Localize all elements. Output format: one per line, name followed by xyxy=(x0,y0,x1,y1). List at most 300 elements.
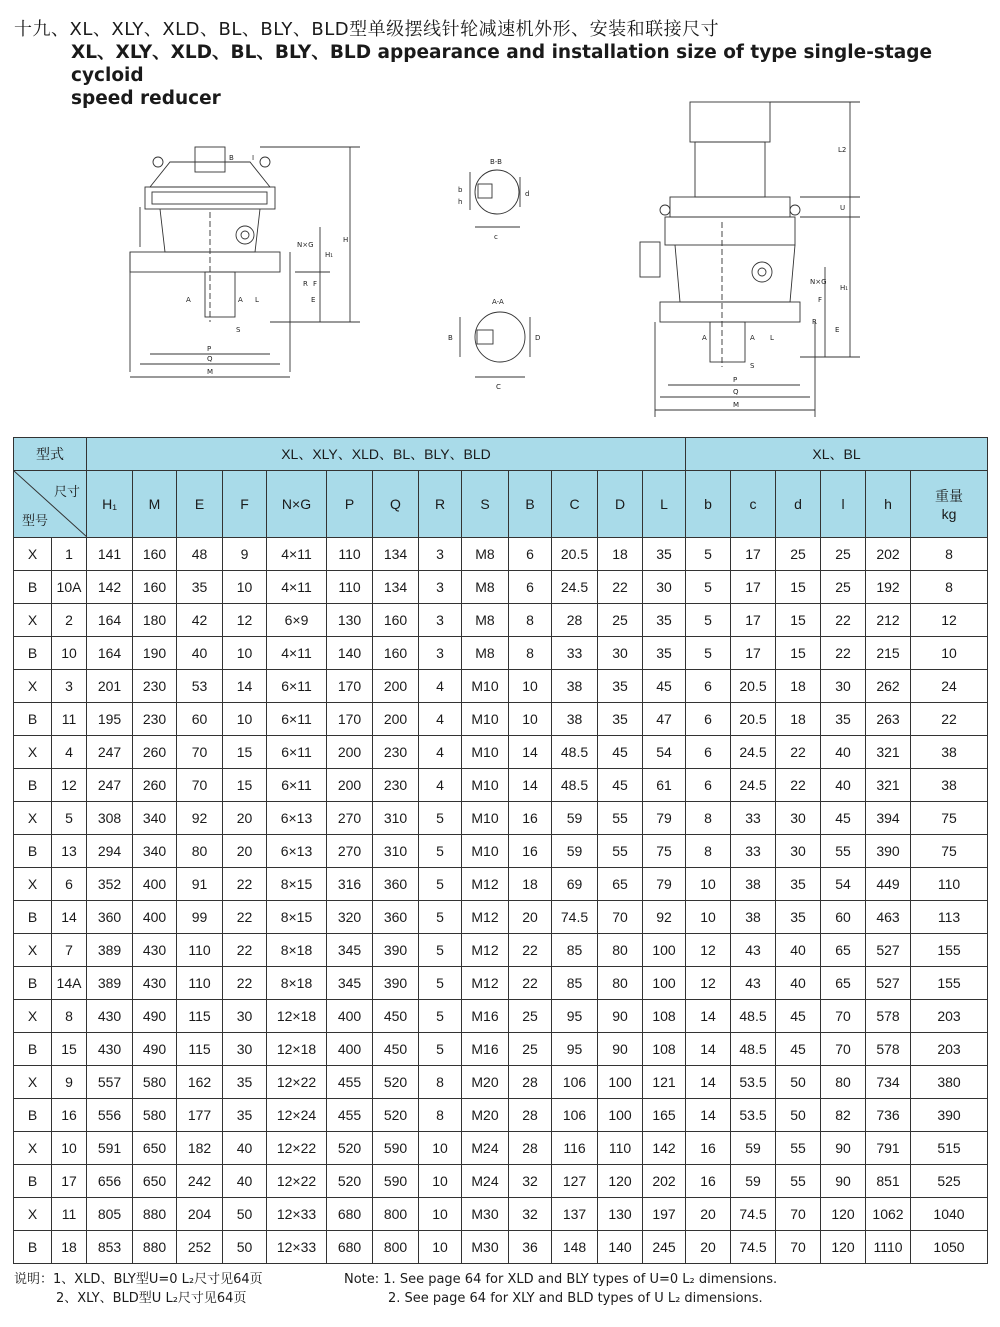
label-A: A xyxy=(186,296,191,304)
label-Q: Q xyxy=(207,355,213,363)
table-cell: 200 xyxy=(327,736,373,769)
table-cell: 120 xyxy=(821,1231,866,1264)
table-cell: 14 xyxy=(686,1033,731,1066)
table-cell: 591 xyxy=(87,1132,133,1165)
table-cell: 6×11 xyxy=(267,670,327,703)
table-cell: 59 xyxy=(731,1132,776,1165)
table-cell: 182 xyxy=(177,1132,223,1165)
table-cell: 170 xyxy=(327,703,373,736)
column-header: L xyxy=(643,471,686,538)
table-cell: 12×33 xyxy=(267,1231,327,1264)
table-cell: 25 xyxy=(821,538,866,571)
table-cell: 430 xyxy=(87,1033,133,1066)
table-cell: M10 xyxy=(462,736,509,769)
table-cell: 520 xyxy=(373,1099,419,1132)
table-cell: 59 xyxy=(552,802,598,835)
table-cell: 455 xyxy=(327,1066,373,1099)
table-cell: 230 xyxy=(133,703,177,736)
table-cell: 54 xyxy=(821,868,866,901)
table-cell: 134 xyxy=(373,571,419,604)
table-cell: 137 xyxy=(552,1198,598,1231)
label-H: H xyxy=(343,236,349,244)
table-cell: 115 xyxy=(177,1000,223,1033)
label-E: E xyxy=(311,296,316,304)
table-cell: 5 xyxy=(419,901,462,934)
table-cell: 12×22 xyxy=(267,1066,327,1099)
table-cell: 20 xyxy=(223,802,267,835)
table-cell: 48.5 xyxy=(731,1033,776,1066)
table-cell: 48.5 xyxy=(552,736,598,769)
table-cell: 110 xyxy=(327,538,373,571)
table-cell: 520 xyxy=(327,1165,373,1198)
table-cell: 25 xyxy=(509,1033,552,1066)
table-cell: 450 xyxy=(373,1033,419,1066)
table-cell: 90 xyxy=(821,1132,866,1165)
table-cell: 4×11 xyxy=(267,538,327,571)
label-L-right: L xyxy=(770,334,774,342)
table-cell: 680 xyxy=(327,1198,373,1231)
table-row xyxy=(14,769,988,802)
table-row xyxy=(14,637,988,670)
table-cell: 260 xyxy=(133,769,177,802)
table-row xyxy=(14,1066,988,1099)
table-cell: 16 xyxy=(509,802,552,835)
table-cell: 16 xyxy=(686,1165,731,1198)
table-cell: 578 xyxy=(866,1033,911,1066)
table-cell: 38 xyxy=(552,670,598,703)
table-cell: 28 xyxy=(552,604,598,637)
table-cell: X xyxy=(14,802,52,835)
table-cell: 490 xyxy=(133,1033,177,1066)
table-cell: M12 xyxy=(462,901,509,934)
table-cell: 80 xyxy=(598,934,643,967)
table-cell: 12 xyxy=(911,604,988,637)
table-cell: 400 xyxy=(327,1033,373,1066)
table-cell: 80 xyxy=(598,967,643,1000)
table-cell: 853 xyxy=(87,1231,133,1264)
table-cell: 10A xyxy=(52,571,87,604)
label-S-right: S xyxy=(750,362,755,370)
table-cell: 142 xyxy=(87,571,133,604)
table-cell: 47 xyxy=(643,703,686,736)
label-R: R xyxy=(303,280,308,288)
table-cell: 177 xyxy=(177,1099,223,1132)
table-cell: 4 xyxy=(419,703,462,736)
horizontal-reducer-drawing xyxy=(130,147,360,377)
label-C: C xyxy=(496,383,501,391)
table-cell: 6 xyxy=(686,736,731,769)
table-cell: 22 xyxy=(598,571,643,604)
table-cell: 680 xyxy=(327,1231,373,1264)
table-cell: 4×11 xyxy=(267,637,327,670)
table-cell: 8 xyxy=(419,1099,462,1132)
table-cell: 556 xyxy=(87,1099,133,1132)
label-A-right: A xyxy=(702,334,707,342)
table-cell: 321 xyxy=(866,769,911,802)
table-row xyxy=(14,868,988,901)
notes-en-2: 2. See page 64 for XLY and BLD types of U L₂ dimensions. xyxy=(388,1291,763,1306)
table-cell: 5 xyxy=(686,637,731,670)
header-corner-cell xyxy=(14,471,87,538)
table-cell: 4 xyxy=(419,670,462,703)
table-cell: 12 xyxy=(223,604,267,637)
table-cell: 38 xyxy=(911,769,988,802)
table-cell: 14 xyxy=(686,1099,731,1132)
table-cell: M20 xyxy=(462,1099,509,1132)
notes-chinese xyxy=(14,1270,344,1308)
table-cell: 160 xyxy=(373,637,419,670)
table-cell: 13 xyxy=(52,835,87,868)
table-cell: 463 xyxy=(866,901,911,934)
label-NxG-right: N×G xyxy=(810,278,827,286)
table-cell: 800 xyxy=(373,1231,419,1264)
table-cell: 35 xyxy=(821,703,866,736)
table-cell: 18 xyxy=(52,1231,87,1264)
table-cell: 25 xyxy=(821,571,866,604)
table-cell: 12 xyxy=(686,967,731,1000)
column-header: N×G xyxy=(267,471,327,538)
column-header: b xyxy=(686,471,731,538)
table-cell: 6 xyxy=(686,769,731,802)
table-cell: M8 xyxy=(462,571,509,604)
table-cell: 252 xyxy=(177,1231,223,1264)
table-cell: 18 xyxy=(776,703,821,736)
table-cell: 5 xyxy=(419,967,462,1000)
table-cell: 61 xyxy=(643,769,686,802)
table-cell: 201 xyxy=(87,670,133,703)
column-header: B xyxy=(509,471,552,538)
table-cell: 8 xyxy=(509,604,552,637)
column-header: M xyxy=(133,471,177,538)
table-cell: 10 xyxy=(419,1165,462,1198)
table-cell: 316 xyxy=(327,868,373,901)
column-header: S xyxy=(462,471,509,538)
table-cell: 245 xyxy=(643,1231,686,1264)
table-cell: 192 xyxy=(866,571,911,604)
table-cell: 22 xyxy=(509,967,552,1000)
table-cell: 10 xyxy=(419,1231,462,1264)
table-cell: B xyxy=(14,703,52,736)
table-cell: 48.5 xyxy=(731,1000,776,1033)
table-cell: 141 xyxy=(87,538,133,571)
table-cell: 16 xyxy=(686,1132,731,1165)
label-B-sec: B xyxy=(448,334,453,342)
table-cell: 2 xyxy=(52,604,87,637)
table-cell: 28 xyxy=(509,1099,552,1132)
table-cell: X xyxy=(14,868,52,901)
table-cell: 22 xyxy=(223,934,267,967)
table-cell: 8 xyxy=(419,1066,462,1099)
table-cell: 180 xyxy=(133,604,177,637)
table-cell: 8 xyxy=(686,835,731,868)
table-cell: 1 xyxy=(52,538,87,571)
table-cell: 17 xyxy=(731,538,776,571)
table-cell: 10 xyxy=(52,637,87,670)
table-cell: B xyxy=(14,967,52,1000)
table-cell: 60 xyxy=(821,901,866,934)
table-cell: 4×11 xyxy=(267,571,327,604)
table-cell: 557 xyxy=(87,1066,133,1099)
table-cell: 580 xyxy=(133,1066,177,1099)
table-cell: 197 xyxy=(643,1198,686,1231)
table-cell: 30 xyxy=(821,670,866,703)
table-cell: 32 xyxy=(509,1165,552,1198)
table-row xyxy=(14,901,988,934)
table-cell: X xyxy=(14,934,52,967)
table-cell: 10 xyxy=(223,637,267,670)
table-cell: 11 xyxy=(52,703,87,736)
table-cell: 22 xyxy=(776,769,821,802)
table-cell: 5 xyxy=(419,802,462,835)
label-U: U xyxy=(840,204,846,212)
table-cell: 55 xyxy=(821,835,866,868)
table-row xyxy=(14,1231,988,1264)
table-cell: 6×13 xyxy=(267,802,327,835)
table-cell: 430 xyxy=(133,934,177,967)
label-NxG: N×G xyxy=(297,241,314,249)
table-cell: 22 xyxy=(776,736,821,769)
table-cell: 80 xyxy=(821,1066,866,1099)
table-cell: X xyxy=(14,670,52,703)
table-cell: 155 xyxy=(911,967,988,1000)
table-row xyxy=(14,538,988,571)
table-cell: 74.5 xyxy=(731,1198,776,1231)
table-cell: 352 xyxy=(87,868,133,901)
table-cell: 800 xyxy=(373,1198,419,1231)
table-cell: 230 xyxy=(133,670,177,703)
table-cell: B xyxy=(14,835,52,868)
table-cell: 15 xyxy=(223,736,267,769)
table-cell: 389 xyxy=(87,934,133,967)
table-cell: 14 xyxy=(686,1066,731,1099)
label-A2: A xyxy=(238,296,243,304)
table-cell: 30 xyxy=(223,1000,267,1033)
table-cell: B xyxy=(14,1033,52,1066)
table-cell: 55 xyxy=(598,835,643,868)
table-cell: 160 xyxy=(373,604,419,637)
table-cell: 490 xyxy=(133,1000,177,1033)
column-header: c xyxy=(731,471,776,538)
table-cell: 400 xyxy=(327,1000,373,1033)
table-cell: 53 xyxy=(177,670,223,703)
table-cell: 394 xyxy=(866,802,911,835)
table-cell: 164 xyxy=(87,604,133,637)
label-h: h xyxy=(458,198,463,206)
table-cell: B xyxy=(14,901,52,934)
table-cell: 75 xyxy=(643,835,686,868)
table-cell: 25 xyxy=(598,604,643,637)
table-cell: 22 xyxy=(223,901,267,934)
table-cell: 43 xyxy=(731,967,776,1000)
table-cell: 25 xyxy=(776,538,821,571)
table-cell: 55 xyxy=(776,1132,821,1165)
table-cell: 45 xyxy=(598,736,643,769)
table-cell: 24.5 xyxy=(731,769,776,802)
table-cell: 880 xyxy=(133,1198,177,1231)
table-cell: 5 xyxy=(419,868,462,901)
table-cell: 263 xyxy=(866,703,911,736)
table-cell: 38 xyxy=(731,868,776,901)
table-cell: 38 xyxy=(552,703,598,736)
table-cell: M16 xyxy=(462,1033,509,1066)
table-cell: 22 xyxy=(821,604,866,637)
column-header: d xyxy=(776,471,821,538)
table-cell: 38 xyxy=(731,901,776,934)
table-cell: 110 xyxy=(177,967,223,1000)
table-cell: 12×24 xyxy=(267,1099,327,1132)
table-cell: 294 xyxy=(87,835,133,868)
table-cell: 791 xyxy=(866,1132,911,1165)
table-cell: 4 xyxy=(52,736,87,769)
table-cell: 449 xyxy=(866,868,911,901)
table-cell: 14 xyxy=(223,670,267,703)
table-cell: 80 xyxy=(177,835,223,868)
corner-label-size: 尺寸 xyxy=(53,484,80,499)
table-cell: 75 xyxy=(911,802,988,835)
table-cell: B xyxy=(14,1165,52,1198)
table-cell: 108 xyxy=(643,1000,686,1033)
table-cell: 70 xyxy=(177,736,223,769)
table-cell: 106 xyxy=(552,1099,598,1132)
table-cell: 8×15 xyxy=(267,868,327,901)
table-cell: 527 xyxy=(866,934,911,967)
table-cell: 30 xyxy=(776,802,821,835)
table-cell: 340 xyxy=(133,802,177,835)
table-cell: 6 xyxy=(686,670,731,703)
table-cell: 115 xyxy=(177,1033,223,1066)
table-cell: 380 xyxy=(911,1066,988,1099)
label-E-right: E xyxy=(835,326,840,334)
table-cell: 400 xyxy=(133,901,177,934)
table-cell: 590 xyxy=(373,1132,419,1165)
table-cell: 202 xyxy=(643,1165,686,1198)
table-cell: 43 xyxy=(731,934,776,967)
table-cell: 36 xyxy=(509,1231,552,1264)
table-cell: 6 xyxy=(686,703,731,736)
table-cell: 200 xyxy=(373,670,419,703)
table-cell: 8 xyxy=(509,637,552,670)
table-cell: 70 xyxy=(776,1198,821,1231)
table-cell: 35 xyxy=(643,637,686,670)
table-cell: 10 xyxy=(419,1132,462,1165)
table-row xyxy=(14,736,988,769)
label-H1-right: H₁ xyxy=(840,284,849,292)
table-cell: 15 xyxy=(776,604,821,637)
table-cell: 5 xyxy=(419,1000,462,1033)
table-cell: 48.5 xyxy=(552,769,598,802)
table-cell: 162 xyxy=(177,1066,223,1099)
table-cell: 50 xyxy=(223,1231,267,1264)
table-cell: 12×22 xyxy=(267,1132,327,1165)
table-cell: 230 xyxy=(373,769,419,802)
table-row xyxy=(14,1033,988,1066)
label-Q-right: Q xyxy=(733,388,739,396)
table-cell: 4 xyxy=(419,736,462,769)
table-cell: 8 xyxy=(911,538,988,571)
table-cell: 70 xyxy=(177,769,223,802)
table-cell: 400 xyxy=(133,868,177,901)
table-cell: 30 xyxy=(223,1033,267,1066)
table-cell: X xyxy=(14,1198,52,1231)
table-cell: 6 xyxy=(509,571,552,604)
table-cell: 22 xyxy=(223,967,267,1000)
table-cell: 520 xyxy=(373,1066,419,1099)
table-cell: 28 xyxy=(509,1066,552,1099)
table-cell: 18 xyxy=(598,538,643,571)
table-cell: 55 xyxy=(598,802,643,835)
section-AA-drawing xyxy=(448,298,540,391)
table-cell: 590 xyxy=(373,1165,419,1198)
table-cell: 527 xyxy=(866,967,911,1000)
table-cell: 164 xyxy=(87,637,133,670)
table-cell: 430 xyxy=(87,1000,133,1033)
table-cell: B xyxy=(14,1231,52,1264)
table-cell: M24 xyxy=(462,1165,509,1198)
table-cell: M10 xyxy=(462,670,509,703)
table-cell: X xyxy=(14,538,52,571)
table-cell: 17 xyxy=(731,571,776,604)
table-cell: 14 xyxy=(509,769,552,802)
table-cell: M16 xyxy=(462,1000,509,1033)
table-cell: 35 xyxy=(776,901,821,934)
label-I: I xyxy=(252,154,255,162)
table-cell: M10 xyxy=(462,802,509,835)
table-cell: 127 xyxy=(552,1165,598,1198)
table-cell: 12 xyxy=(686,934,731,967)
table-row xyxy=(14,1099,988,1132)
table-cell: 90 xyxy=(598,1033,643,1066)
table-cell: 851 xyxy=(866,1165,911,1198)
column-header: E xyxy=(177,471,223,538)
notes-english xyxy=(344,1270,1000,1308)
table-cell: 121 xyxy=(643,1066,686,1099)
table-cell: 190 xyxy=(133,637,177,670)
table-cell: 14A xyxy=(52,967,87,1000)
table-cell: 212 xyxy=(866,604,911,637)
table-cell: 130 xyxy=(327,604,373,637)
label-F: F xyxy=(313,280,318,288)
table-cell: M30 xyxy=(462,1198,509,1231)
table-cell: 390 xyxy=(911,1099,988,1132)
table-cell: 110 xyxy=(598,1132,643,1165)
table-cell: 262 xyxy=(866,670,911,703)
table-cell: 515 xyxy=(911,1132,988,1165)
header-type-group: 型式 xyxy=(14,438,87,471)
table-cell: 20.5 xyxy=(731,703,776,736)
table-cell: 15 xyxy=(52,1033,87,1066)
table-cell: 100 xyxy=(598,1066,643,1099)
column-header: Q xyxy=(373,471,419,538)
table-cell: 142 xyxy=(643,1132,686,1165)
table-cell: 736 xyxy=(866,1099,911,1132)
table-cell: M8 xyxy=(462,538,509,571)
table-cell: 82 xyxy=(821,1099,866,1132)
table-cell: 90 xyxy=(598,1000,643,1033)
table-cell: 200 xyxy=(373,703,419,736)
table-cell: 25 xyxy=(509,1000,552,1033)
table-cell: M20 xyxy=(462,1066,509,1099)
table-cell: 120 xyxy=(821,1198,866,1231)
table-cell: 53.5 xyxy=(731,1099,776,1132)
table-cell: 40 xyxy=(776,934,821,967)
table-cell: 805 xyxy=(87,1198,133,1231)
table-cell: 48 xyxy=(177,538,223,571)
label-S: S xyxy=(236,326,241,334)
table-cell: 35 xyxy=(643,538,686,571)
table-cell: 20 xyxy=(509,901,552,934)
table-cell: 155 xyxy=(911,934,988,967)
table-cell: 54 xyxy=(643,736,686,769)
